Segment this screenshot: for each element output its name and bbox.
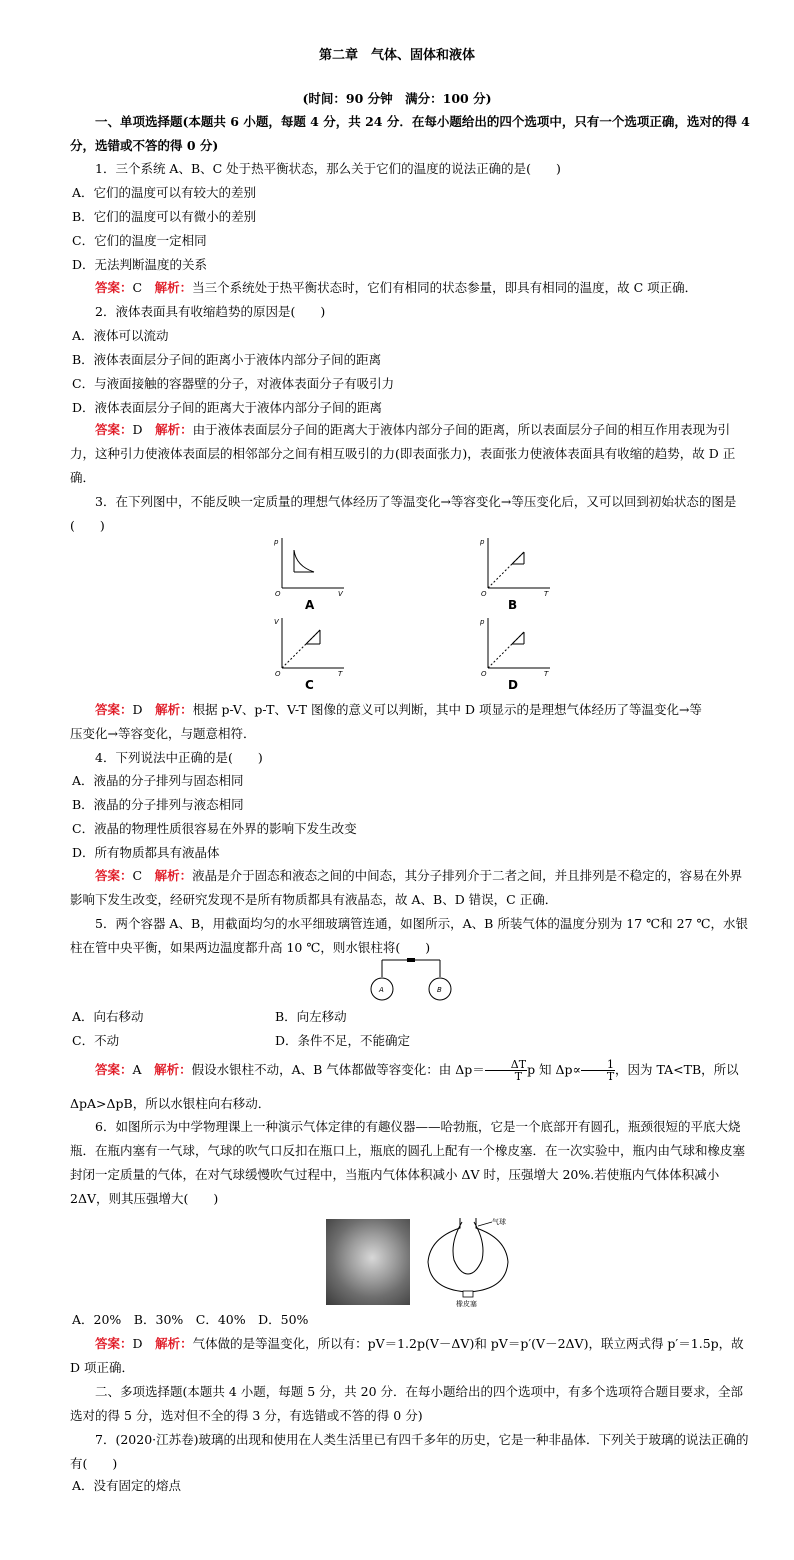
- hubble-flask-diagram: [420, 1212, 520, 1308]
- rubber-stopper-label: 橡皮塞: [456, 1300, 477, 1308]
- q2-option-c: C．与液面接触的容器壁的分子，对液体表面分子有吸引力: [72, 376, 395, 391]
- graph-d-y-axis: p: [480, 618, 485, 626]
- balloon-label: 气球: [492, 1218, 506, 1226]
- graph-a-y-axis: p: [274, 538, 279, 546]
- q6-stem: 6．如图所示为中学物理课上一种演示气体定律的有趣仪器——哈勃瓶，它是一个底部开有圆孔，瓶颈很短的平底大烧瓶．在瓶内塞有一气球，气球的吹气口反扣在瓶口上，瓶底的圆孔上配有一个橡皮塞．在一次实验中，瓶内由气球和橡皮塞封闭一定质量的气体，在对气球缓慢吹气过程中，当瓶内气体体积减小 ΔV 时，压强增大 20%.若使瓶内气体体积减小 2ΔV，则其压强增大( ): [70, 1119, 746, 1206]
- q2-stem: 2．液体表面具有收缩趋势的原因是( ): [95, 304, 326, 319]
- q5-frac1-num: ΔT: [485, 1059, 527, 1071]
- q5-fraction-1: [485, 1059, 527, 1082]
- q1-answer: [70, 276, 754, 300]
- graph-c-x-axis: T: [338, 670, 343, 676]
- graph-b: [476, 536, 556, 596]
- graph-c-origin: O: [275, 670, 281, 676]
- q6-answer: [70, 1332, 754, 1380]
- analysis-label: 解析：: [155, 1336, 193, 1351]
- q5-stem: 5．两个容器 A、B，用截面均匀的水平细玻璃管连通，如图所示，A、B 所装气体的温度分别为 17 ℃和 27 ℃，水银柱在管中央平衡，如果两边温度都升高 10 ℃，则水银柱将( ): [70, 916, 748, 955]
- q5-analysis-3: ，因为 TA<TB，所以: [615, 1062, 739, 1077]
- analysis-label: 解析：: [155, 422, 193, 437]
- graph-d-label: D: [508, 678, 518, 692]
- q4-answer: [70, 864, 754, 912]
- q4-option-c: C．液晶的物理性质很容易在外界的影响下发生改变: [72, 821, 357, 836]
- q2-analysis: 由于液体表面层分子间的距离大于液体内部分子间的距离，所以表面层分子间的相互作用表现为引力，这种引力使液体表面层的相邻部分之间有相互吸引的力(即表面张力)，表面张力使液体表面具有收缩的趋势，故 D 正确．: [70, 422, 736, 485]
- q1-option-d: D．无法判断温度的关系: [72, 257, 208, 272]
- analysis-label: 解析：: [154, 1062, 192, 1077]
- graph-c-label: C: [305, 678, 314, 692]
- answer-label: 答案：: [95, 280, 133, 295]
- graph-d-x-axis: T: [544, 670, 549, 676]
- q2-answer-value: D: [132, 422, 143, 437]
- answer-label: 答案：: [95, 422, 133, 437]
- q5-frac1-den: T: [514, 1070, 523, 1083]
- q4-option-d: D．所有物质都具有液晶体: [72, 845, 220, 860]
- q3-answer-value: D: [132, 702, 143, 717]
- graph-a: [270, 536, 350, 596]
- q5-option-a: A．向右移动: [72, 1009, 144, 1024]
- q7-option-a: A．没有固定的熔点: [72, 1478, 182, 1493]
- q6-analysis: 气体做的是等温变化，所以有：pV＝1.2p(V－ΔV)和 pV＝p′(V－2ΔV)，联立两式得 p′＝1.5p，故 D 项正确．: [70, 1336, 744, 1375]
- q1-option-c: C．它们的温度一定相同: [72, 233, 207, 248]
- q3-analysis-1: 根据 p-V、p-T、V-T 图像的意义可以判断，其中 D 项显示的是理想气体经历了等温变化→等: [192, 702, 702, 717]
- answer-label: 答案：: [95, 702, 133, 717]
- q6-answer-value: D: [132, 1336, 143, 1351]
- section1-intro: 一、单项选择题(本题共 6 小题，每题 4 分，共 24 分．在每小题给出的四个选项中，只有一个选项正确，选对的得 4 分，选错或不答的得 0 分): [70, 114, 750, 153]
- q4-analysis: 液晶是介于固态和液态之间的中间态，其分子排列介于二者之间，并且排列是不稳定的，容易在外界影响下发生改变，经研究发现不是所有物质都具有液晶态，故 A、B、D 错误，C 正确．: [70, 868, 743, 907]
- q3-stem: 3．在下列图中，不能反映一定质量的理想气体经历了等温变化→等容变化→等压变化后，又可以回到初始状态的图是( ): [70, 494, 737, 533]
- q7-stem: 7．(2020·江苏卷)玻璃的出现和使用在人类生活里已有四千多年的历史，它是一种非晶体．下列关于玻璃的说法正确的有( ): [70, 1432, 749, 1471]
- chapter-title: 第二章 气体、固体和液体: [318, 48, 475, 63]
- q5-frac2-num: 1: [581, 1059, 615, 1071]
- q5-fraction-2: [581, 1059, 615, 1082]
- analysis-label: 解析：: [155, 702, 193, 717]
- q1-analysis: 当三个系统处于热平衡状态时，它们有相同的状态参量，即具有相同的温度，故 C 项正确．: [192, 280, 698, 295]
- graph-d: [476, 616, 556, 676]
- graph-c: [270, 616, 350, 676]
- q5-analysis-1: 假设水银柱不动，A、B 气体都做等容变化：由 Δp＝: [191, 1062, 485, 1077]
- graph-c-y-axis: V: [274, 618, 279, 626]
- exam-time-info: (时间：90 分钟 满分：100 分): [302, 91, 492, 106]
- q5-label-a: A: [379, 986, 384, 994]
- q5-option-c: C．不动: [72, 1033, 120, 1048]
- q5-option-d: D．条件不足，不能确定: [275, 1033, 411, 1048]
- q4-answer-value: C: [132, 868, 143, 883]
- q5-analysis-2: p 知 Δp∝: [527, 1062, 581, 1077]
- graph-b-y-axis: p: [480, 538, 485, 546]
- q1-answer-value: C: [132, 280, 143, 295]
- q1-stem: 1．三个系统 A、B、C 处于热平衡状态，那么关于它们的温度的说法正确的是( ): [95, 161, 561, 176]
- graph-a-label: A: [305, 598, 315, 612]
- hubble-flask-photo: [326, 1219, 410, 1305]
- analysis-label: 解析：: [154, 280, 193, 295]
- q4-stem: 4．下列说法中正确的是( ): [95, 750, 263, 765]
- graph-a-x-axis: V: [338, 590, 343, 596]
- q2-answer: [70, 418, 754, 490]
- q5-label-b: B: [437, 986, 442, 994]
- q2-option-a: A．液体可以流动: [72, 328, 169, 343]
- q1-option-a: A．它们的温度可以有较大的差别: [72, 185, 257, 200]
- section2-intro: 二、多项选择题(本题共 4 小题，每题 5 分，共 20 分．在每小题给出的四个选项中，有多个选项符合题目要求，全部选对的得 5 分，选对但不全的得 3 分，有选错或不答的得 0 分): [70, 1384, 744, 1423]
- answer-label: 答案：: [95, 1062, 133, 1077]
- q4-option-b: B．液晶的分子排列与液态相同: [72, 797, 244, 812]
- q1-option-b: B．它们的温度可以有微小的差别: [72, 209, 257, 224]
- q5-frac2-den: T: [606, 1070, 615, 1083]
- graph-b-origin: O: [481, 590, 487, 596]
- q5-option-b: B．向左移动: [275, 1009, 347, 1024]
- graph-b-label: B: [508, 598, 518, 612]
- q6-options: A．20% B．30% C．40% D．50%: [72, 1312, 309, 1327]
- q4-option-a: A．液晶的分子排列与固态相同: [72, 773, 244, 788]
- analysis-label: 解析：: [154, 868, 193, 883]
- q5-container-figure: [360, 955, 460, 1005]
- q3-answer: [70, 698, 754, 722]
- q5-analysis-4: ΔpA>ΔpB，所以水银柱向右移动．: [70, 1096, 271, 1111]
- graph-d-origin: O: [481, 670, 487, 676]
- q5-answer: [70, 1058, 754, 1082]
- q2-option-d: D．液体表面层分子间的距离大于液体内部分子间的距离: [72, 400, 383, 415]
- answer-label: 答案：: [95, 868, 133, 883]
- q2-option-b: B．液体表面层分子间的距离小于液体内部分子间的距离: [72, 352, 382, 367]
- q3-analysis-2: 压变化→等容变化，与题意相符．: [70, 726, 256, 741]
- answer-label: 答案：: [95, 1336, 133, 1351]
- graph-b-x-axis: T: [544, 590, 549, 596]
- q5-answer-value: A: [132, 1062, 142, 1077]
- graph-a-origin: O: [275, 590, 281, 596]
